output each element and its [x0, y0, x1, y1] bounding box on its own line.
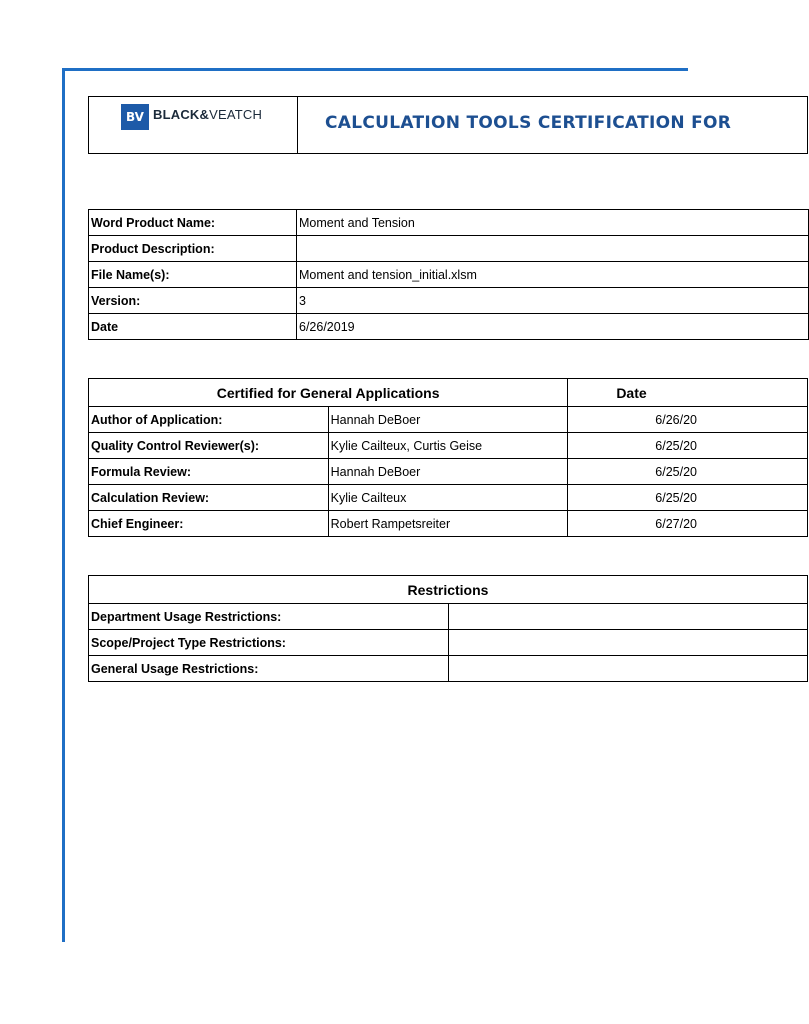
table-row — [89, 210, 809, 236]
cert-name[interactable]: Kylie Cailteux — [328, 485, 568, 511]
restrictions-table — [88, 575, 808, 682]
cert-date[interactable]: 6/27/20 — [568, 511, 808, 537]
certification-table — [88, 378, 808, 537]
table-row — [89, 630, 808, 656]
page-frame-left-border — [62, 68, 65, 942]
table-row — [89, 433, 808, 459]
info-label: Product Description: — [89, 236, 297, 262]
info-value[interactable] — [297, 236, 809, 262]
table-row — [89, 314, 809, 340]
table-row — [89, 459, 808, 485]
company-name — [153, 107, 262, 122]
table-header-row — [89, 379, 808, 407]
company-name-rest: VEATCH — [209, 107, 263, 122]
info-label: Word Product Name: — [89, 210, 297, 236]
cert-date[interactable]: 6/25/20 — [568, 485, 808, 511]
cert-date[interactable]: 6/25/20 — [568, 459, 808, 485]
restriction-value[interactable] — [448, 630, 808, 656]
table-row — [89, 262, 809, 288]
cert-role-label: Chief Engineer: — [89, 511, 329, 537]
restrictions-heading: Restrictions — [89, 576, 808, 604]
restriction-label: Scope/Project Type Restrictions: — [89, 630, 449, 656]
table-header-row — [89, 576, 808, 604]
restriction-label: General Usage Restrictions: — [89, 656, 449, 682]
cert-role-label: Author of Application: — [89, 407, 329, 433]
restriction-value[interactable] — [448, 604, 808, 630]
info-label: File Name(s): — [89, 262, 297, 288]
cert-name[interactable]: Hannah DeBoer — [328, 459, 568, 485]
logo-cell — [89, 97, 298, 153]
restriction-label: Department Usage Restrictions: — [89, 604, 449, 630]
cert-name[interactable]: Hannah DeBoer — [328, 407, 568, 433]
cert-date[interactable]: 6/26/20 — [568, 407, 808, 433]
restriction-value[interactable] — [448, 656, 808, 682]
certification-heading: Certified for General Applications — [89, 379, 568, 407]
form-header — [88, 96, 808, 154]
table-row — [89, 511, 808, 537]
cert-role-label: Quality Control Reviewer(s): — [89, 433, 329, 459]
info-label: Date — [89, 314, 297, 340]
info-value[interactable]: Moment and Tension — [297, 210, 809, 236]
table-row — [89, 288, 809, 314]
cert-role-label: Calculation Review: — [89, 485, 329, 511]
table-row — [89, 236, 809, 262]
black-veatch-logo-icon: BV — [121, 104, 149, 130]
form-title: CALCULATION TOOLS CERTIFICATION FOR — [325, 113, 732, 133]
info-value[interactable]: Moment and tension_initial.xlsm — [297, 262, 809, 288]
table-row — [89, 604, 808, 630]
product-info-table — [88, 209, 809, 340]
cert-name[interactable]: Kylie Cailteux, Curtis Geise — [328, 433, 568, 459]
table-row — [89, 407, 808, 433]
page-frame-top-border — [62, 68, 688, 71]
table-row — [89, 485, 808, 511]
date-column-heading: Date — [568, 379, 808, 407]
info-value[interactable]: 6/26/2019 — [297, 314, 809, 340]
info-value[interactable]: 3 — [297, 288, 809, 314]
cert-name[interactable]: Robert Rampetsreiter — [328, 511, 568, 537]
cert-date[interactable]: 6/25/20 — [568, 433, 808, 459]
cert-role-label: Formula Review: — [89, 459, 329, 485]
document-sheet — [88, 96, 732, 716]
table-row — [89, 656, 808, 682]
info-label: Version: — [89, 288, 297, 314]
company-name-bold: BLACK& — [153, 107, 210, 122]
